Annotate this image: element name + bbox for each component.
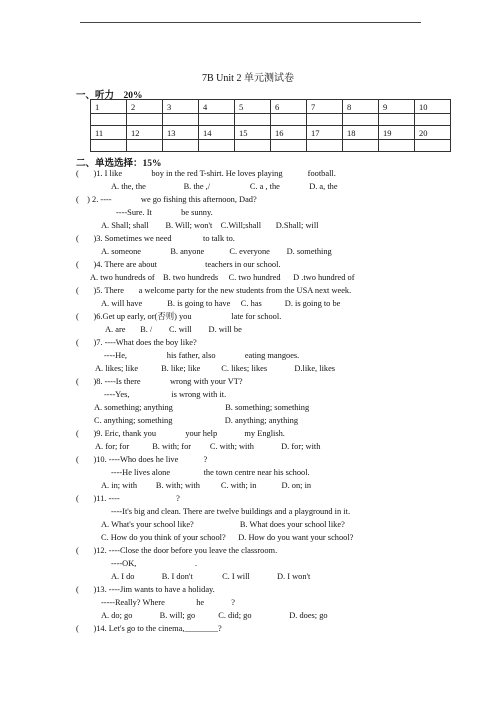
answer-cell-label: 3 <box>163 100 199 114</box>
answer-cell[interactable] <box>343 114 379 126</box>
answer-cell[interactable] <box>271 114 307 126</box>
answer-line: ----He lives alone the town centre near his school. <box>111 468 310 477</box>
listening-heading: 一、听力 20% <box>76 91 143 101</box>
header-rule <box>80 22 421 23</box>
answer-line: ----It's big and clean. There are twelve buildings and a playground in it. <box>111 507 351 516</box>
answer-line: -----Really? Where he ? <box>101 598 236 607</box>
question-line: ( )9. Eric, thank you your help my English. <box>76 429 285 438</box>
answer-cell[interactable] <box>235 140 271 152</box>
answer-cell[interactable] <box>127 140 163 152</box>
page-title: 7B Unit 2 单元测试卷 <box>202 73 294 84</box>
answer-cell-label: 19 <box>379 126 415 140</box>
answer-cell[interactable] <box>235 114 271 126</box>
question-line: ( )8. ----Is there wrong with your VT? <box>76 377 243 386</box>
question-line: ( )13. ----Jim wants to have a holiday. <box>76 585 215 594</box>
answer-cell-label: 6 <box>271 100 307 114</box>
question-line: ( )7. ----What does the boy like? <box>76 338 197 347</box>
answer-grid-row <box>91 140 451 152</box>
answer-cell[interactable] <box>307 114 343 126</box>
question-line: ( )1. I like boy in the red T-shirt. He loves playing football. <box>76 169 336 178</box>
option-line: A. are B. / C. will D. will be <box>105 325 242 334</box>
answer-cell[interactable] <box>379 140 415 152</box>
answer-grid <box>90 99 451 152</box>
answer-cell-label: 9 <box>379 100 415 114</box>
question-line: ( )10. ----Who does he live ? <box>76 455 208 464</box>
option-line: A. two hundreds of B. two hundreds C. two hundred D .two hundred of <box>90 273 355 282</box>
answer-cell[interactable] <box>163 114 199 126</box>
answer-grid-row <box>91 100 451 114</box>
option-line: C. How do you think of your school? D. How do you want your school? <box>101 533 354 542</box>
answer-cell-label: 7 <box>307 100 343 114</box>
answer-cell-label: 16 <box>271 126 307 140</box>
option-line: A. I do B. I don't C. I will D. I won't <box>111 572 311 581</box>
answer-cell[interactable] <box>415 140 451 152</box>
answer-cell[interactable] <box>163 140 199 152</box>
question-line: ( )4. There are about teachers in our school. <box>76 260 281 269</box>
question-line: ( )12. ----Close the door before you leave the classroom. <box>76 546 278 555</box>
answer-cell-label: 13 <box>163 126 199 140</box>
answer-grid-row <box>91 114 451 126</box>
option-line: A. will have B. is going to have C. has D. is going to be <box>101 299 341 308</box>
option-line: A. for; for B. with; for C. with; with D. for; with <box>95 442 321 451</box>
answer-cell-label: 2 <box>127 100 163 114</box>
answer-cell-label: 10 <box>415 100 451 114</box>
question-line: ( )3. Sometimes we need to talk to. <box>76 234 235 243</box>
answer-cell-label: 15 <box>235 126 271 140</box>
option-line: A. the, the B. the ,/ C. a , the D. a, the <box>111 182 338 191</box>
option-line: C. anything; something D. anything; anything <box>94 416 299 425</box>
answer-cell[interactable] <box>199 114 235 126</box>
question-line: ( )5. There a welcome party for the new students from the USA next week. <box>76 286 352 295</box>
answer-cell-label: 14 <box>199 126 235 140</box>
answer-cell-label: 17 <box>307 126 343 140</box>
option-line: A. someone B. anyone C. everyone D. something <box>101 247 332 256</box>
answer-cell-label: 12 <box>127 126 163 140</box>
answer-cell[interactable] <box>343 140 379 152</box>
answer-cell[interactable] <box>91 114 127 126</box>
answer-cell[interactable] <box>271 140 307 152</box>
answer-cell[interactable] <box>415 114 451 126</box>
option-line: A. What's your school like? B. What does your school like? <box>101 520 345 529</box>
option-line: A. likes; like B. like; like C. likes; likes D.like, likes <box>95 364 336 373</box>
answer-cell[interactable] <box>127 114 163 126</box>
answer-cell[interactable] <box>307 140 343 152</box>
answer-line: ----Yes, is wrong with it. <box>104 390 227 399</box>
option-line: A. in; with B. with; with C. with; in D. on; in <box>101 481 312 490</box>
answer-cell-label: 18 <box>343 126 379 140</box>
answer-cell[interactable] <box>199 140 235 152</box>
question-line: ( )6.Get up early, or(否则) you late for school. <box>76 312 282 321</box>
answer-cell[interactable] <box>379 114 415 126</box>
mc-heading: 二、单选选择：15% <box>76 159 162 169</box>
option-line: A. Shall; shall B. Will; won't C.Will;shall D.Shall; will <box>101 221 319 230</box>
answer-cell-label: 4 <box>199 100 235 114</box>
answer-line: ----He, his father, also eating mangoes. <box>104 351 300 360</box>
answer-cell[interactable] <box>91 140 127 152</box>
question-line: ( )11. ---- ? <box>76 494 180 503</box>
answer-cell-label: 5 <box>235 100 271 114</box>
question-line: ( )14. Let's go to the cinema,________? <box>76 624 222 633</box>
option-line: A. something; anything B. something; something <box>94 403 310 412</box>
answer-grid-row <box>91 126 451 140</box>
option-line: A. do; go B. will; go C. did; go D. does; go <box>101 611 328 620</box>
answer-cell-label: 20 <box>415 126 451 140</box>
answer-cell-label: 11 <box>91 126 127 140</box>
answer-line: ----OK, . <box>111 559 198 568</box>
answer-line: ----Sure. It be sunny. <box>116 208 213 217</box>
answer-cell-label: 1 <box>91 100 127 114</box>
question-line: ( ) 2. ---- we go fishing this afternoon, Dad? <box>76 195 257 204</box>
answer-cell-label: 8 <box>343 100 379 114</box>
